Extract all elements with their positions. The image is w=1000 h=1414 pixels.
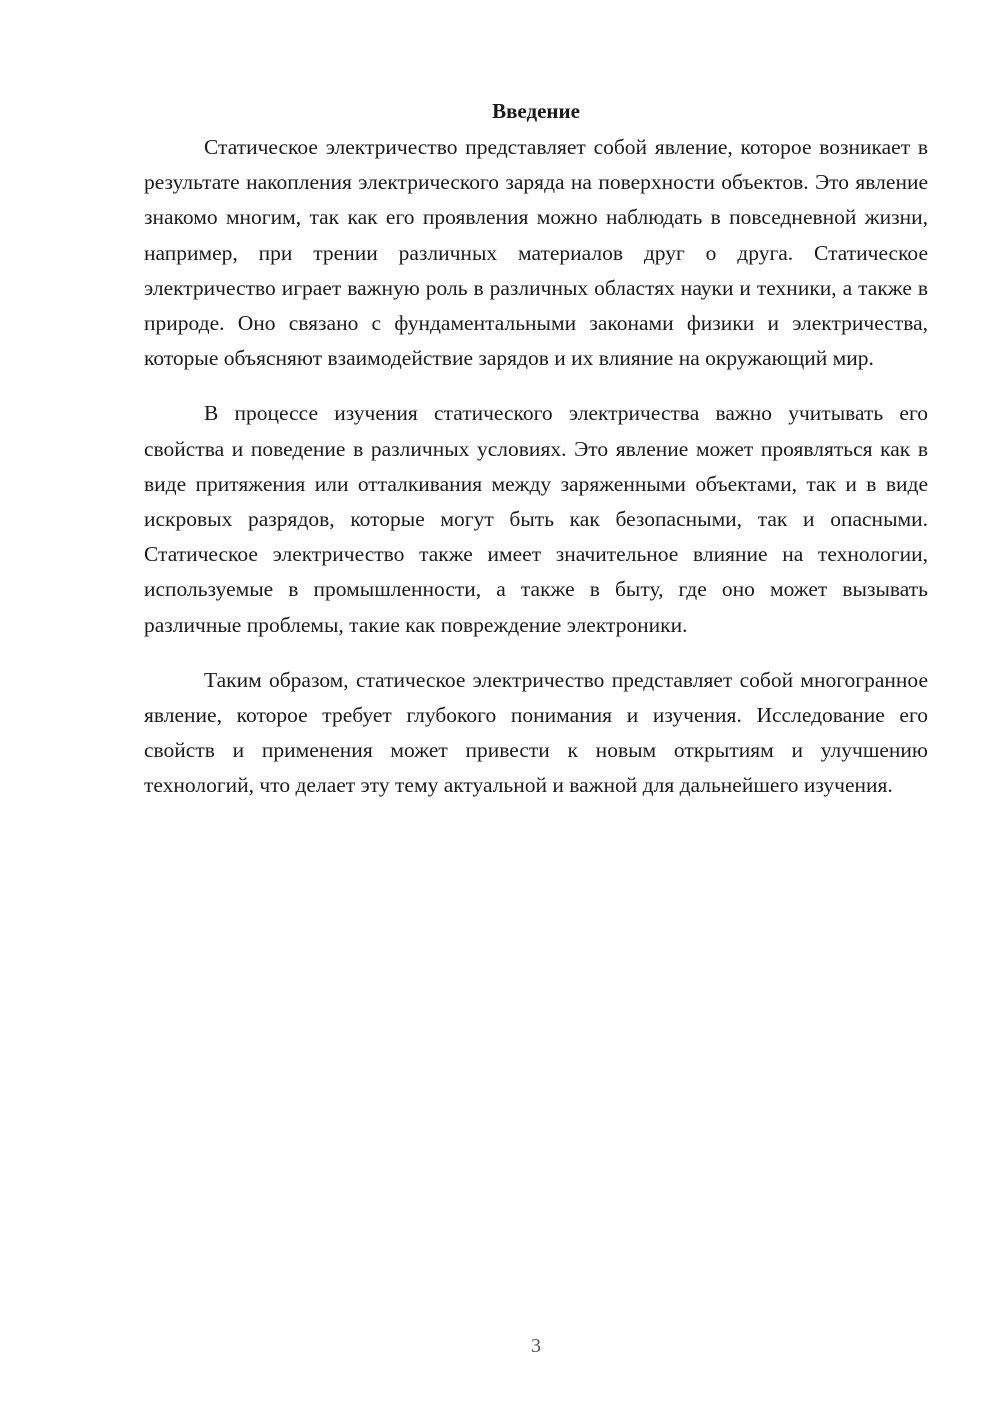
paragraph-3: Таким образом, статическое электричество представляет собой многогранное явление, которое требует глубокого понимания и изучения. Исследование его свойств и применения может привести к новым открытиям и улучшению технологий, что делает эту тему актуальной и важной для дальнейшего изучения. xyxy=(144,667,928,798)
section-heading: Введение xyxy=(492,99,580,123)
paragraph-1: Статическое электричество представляет собой явление, которое возникает в результате накопления электрического заряда на поверхности объектов. Это явление знакомо многим, так как его проявления можно наблюдать в повседневной жизни, например, при трении различных материалов друг о друга. Статическое электричество играет важную роль в различных областях науки и техники, а также в природе. Оно связано с фундаментальными законами физики и электричества, которые объясняют взаимодействие зарядов и их влияние на окружающий мир. xyxy=(144,135,928,371)
paragraph-2: В процессе изучения статического электричества важно учитывать его свойства и поведение в различных условиях. Это явление может проявляться как в виде притяжения или отталкивания между заряженными объектами, так и в виде искровых разрядов, которые могут быть как безопасными, так и опасными. Статическое электричество также имеет значительное влияние на технологии, используемые в промышленности, а также в быту, где оно может вызывать различные проблемы, такие как повреждение электроники. xyxy=(144,401,928,637)
page-number: 3 xyxy=(531,1335,541,1357)
page-content xyxy=(144,96,928,824)
